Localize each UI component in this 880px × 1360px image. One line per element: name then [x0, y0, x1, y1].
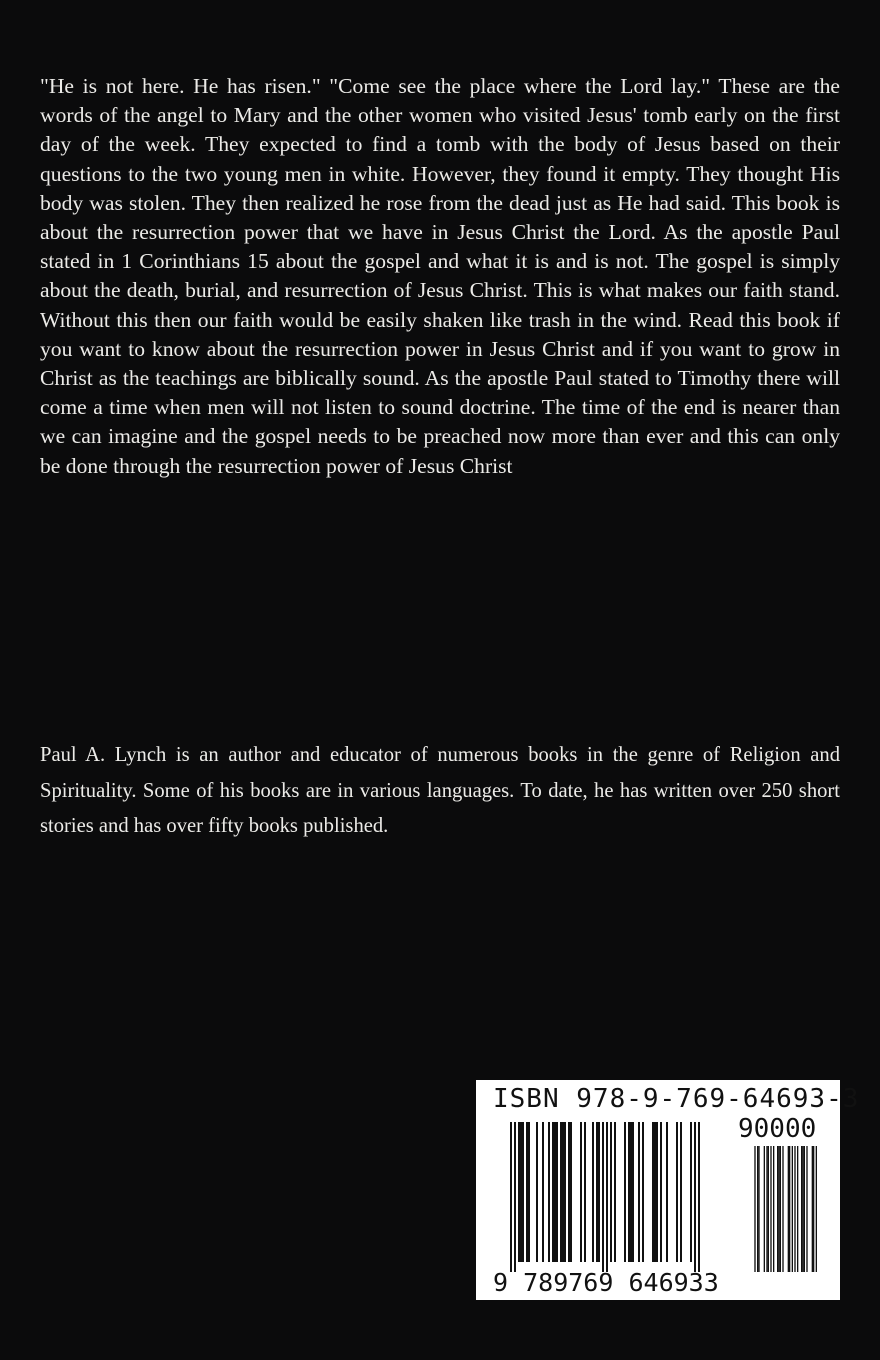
barcode-bar [610, 1122, 612, 1262]
barcode-bar [528, 1122, 530, 1262]
barcode-bar [596, 1122, 598, 1262]
barcode-bar [642, 1122, 644, 1262]
barcode-bar [518, 1122, 520, 1262]
barcode-bar [614, 1122, 616, 1262]
barcode-bar [630, 1122, 632, 1262]
barcode-bar [698, 1122, 700, 1272]
barcode-bar [552, 1122, 554, 1262]
barcode-bar [797, 1146, 798, 1272]
barcode-bar [804, 1146, 805, 1272]
barcode-bar [536, 1122, 538, 1262]
price-code-label: 90000 [738, 1114, 817, 1144]
barcode-bar [780, 1146, 781, 1272]
barcode-bar [813, 1146, 814, 1272]
barcode-bar [680, 1122, 682, 1262]
author-bio: Paul A. Lynch is an author and educator of numerous books in the genre of Religion and Spirituality. Some of his books are in various languages. To date, he has written over 250 short stories and has over fifty books published. [40, 744, 840, 837]
barcode-bar [777, 1146, 778, 1272]
barcode-bar [638, 1122, 640, 1262]
addon-bars [753, 1146, 817, 1272]
barcode-bar [801, 1146, 802, 1272]
barcode-bar [656, 1122, 658, 1262]
barcode-bar [816, 1146, 817, 1272]
barcode-bar [522, 1122, 524, 1262]
barcode-bar [560, 1122, 562, 1262]
barcode-bar [652, 1122, 654, 1262]
barcode-bar [788, 1146, 789, 1272]
barcode-bar [592, 1122, 594, 1262]
book-blurb: "He is not here. He has risen." "Come see the place where the Lord lay." These are the words of the angel to Mary and the other women who visited Jesus' tomb early on the first day of the week. They expected to find a tomb with the body of Jesus based on their questions to the two young men in white. However, they found it empty. They thought His body was stolen. They then realized he rose from the dead just as He had said. This book is about the resurrection power that we have in Jesus Christ the Lord. As the apostle Paul stated in 1 Corinthians 15 about the gospel and what it is and is not. The gospel is simply about the death, burial, and resurrection of Jesus Christ. This is what makes our faith stand. Without this then our faith would be easily shaken like trash in the wind. Read this book if you want to know about the resurrection power in Jesus Christ and if you want to grow in Christ as the teachings are biblically sound. As the apostle Paul stated to Timothy there will come a time when men will not listen to sound doctrine. The time of the end is nearer than we can imagine and the gospel needs to be preached now more than ever and this can only be done through the resurrection power of Jesus Christ [40, 74, 840, 478]
barcode-bar [562, 1122, 564, 1262]
barcode-bar [580, 1122, 582, 1262]
barcode-bar [654, 1122, 656, 1262]
barcode-bar [812, 1146, 813, 1272]
barcode-bar [789, 1146, 790, 1272]
barcode-bar [568, 1122, 570, 1262]
barcode-bar [754, 1146, 755, 1272]
barcode-bar [598, 1122, 600, 1262]
barcode-bar [624, 1122, 626, 1262]
barcode-bar [773, 1146, 774, 1272]
barcode-bar [554, 1122, 556, 1262]
barcode-bar [632, 1122, 634, 1262]
barcode-bar [768, 1146, 769, 1272]
barcode-bar [606, 1122, 608, 1272]
barcode-bar [766, 1146, 767, 1272]
barcode-bar [556, 1122, 558, 1262]
barcode-bar [757, 1146, 758, 1272]
barcode-bar [694, 1122, 696, 1272]
barcode-bar [548, 1122, 550, 1262]
barcode-bar [584, 1122, 586, 1262]
barcode-bar [520, 1122, 522, 1262]
isbn-label: ISBN 978-9-769-64693-3 [493, 1084, 860, 1114]
barcode-bar [514, 1122, 516, 1272]
barcode-bar [778, 1146, 779, 1272]
barcode-bar [602, 1122, 604, 1272]
barcode-bar [660, 1122, 662, 1262]
ean13-bars [510, 1122, 700, 1272]
barcode-bar [758, 1146, 759, 1272]
barcode-bar [564, 1122, 566, 1262]
barcode-bar [764, 1146, 765, 1272]
barcode-bar [526, 1122, 528, 1262]
isbn-barcode [476, 1080, 860, 1300]
barcode-bar [802, 1146, 803, 1272]
barcode-bar [770, 1146, 771, 1272]
barcode-bar [792, 1146, 793, 1272]
barcode-bar [794, 1146, 795, 1272]
barcode-bar [782, 1146, 783, 1272]
barcode-bar [510, 1122, 512, 1272]
barcode-bar [570, 1122, 572, 1262]
barcode-bar [806, 1146, 807, 1272]
barcode-bar [690, 1122, 692, 1262]
barcode-bar [542, 1122, 544, 1262]
barcode-bar [676, 1122, 678, 1262]
ean-digits-label: 9 789769 646933 [493, 1268, 719, 1297]
barcode-bar [666, 1122, 668, 1262]
barcode-bar [628, 1122, 630, 1262]
